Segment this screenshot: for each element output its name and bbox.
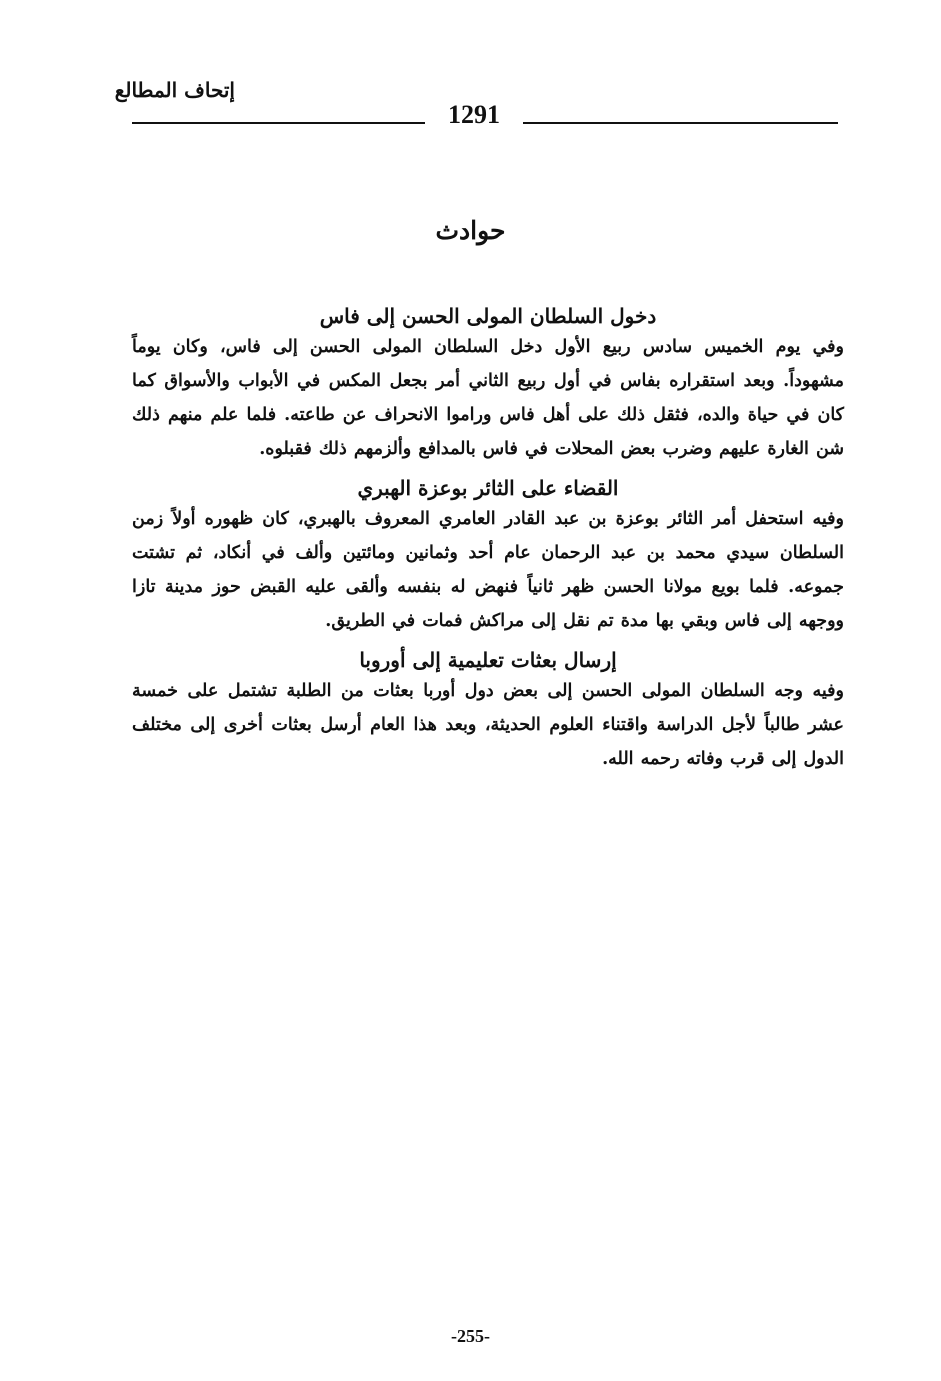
article-heading: دخول السلطان المولى الحسن إلى فاس [319,304,657,328]
article-body: وفيه وجه السلطان المولى الحسن إلى بعض دول أوربا بعثات من الطلبة تشتمل على خمسة عشر طالباً لأجل الدراسة واقتناء العلوم الحديثة، وبعد هذا العام أرسل بعثات أخرى إلى مختلف الدول إلى قرب وفاته رحمه الله. [132,681,844,769]
article-heading: القضاء على الثائر بوعزة الهبري [357,476,619,500]
article-body: وفيه استحفل أمر الثائر بوعزة بن عبد القادر العامري المعروف بالهبري، كان ظهوره أولاً زمن السلطان سيدي محمد بن عبد الرحمان عام أحد وثمانين ومائتين وألف في أنكاد، ثم تشتت جموعه. فلما بويع مولانا الحسن ظهر ثانياً فنهض له بنفسه وألقى عليه القبض حوز مدينة تازا ووجهه إلى فاس وبقي بها مدة تم نقل إلى مراكش فمات في الطريق. [132,509,844,631]
article-body: وفي يوم الخميس سادس ربيع الأول دخل السلطان المولى الحسن إلى فاس، وكان يوماً مشهوداً. وبعد استقراره بفاس في أول ربيع الثاني أمر بجعل المكس في الأبواب والأسواق كما كان في حياة والده، فثقل ذلك على أهل فاس وراموا الانحراف عن طاعته. فلما علم منهم ذلك شن الغارة عليهم وضرب بعض المحلات في فاس بالمدافع وألزمهم ذلك فقبلوه. [132,337,844,459]
header-rule-right [523,122,838,124]
year-heading: 1291 [448,100,500,129]
article-2 [132,474,844,638]
article-1 [132,302,844,466]
article-3 [132,646,844,776]
article-heading: إرسال بعثات تعليمية إلى أوروبا [359,648,617,672]
running-title: إتحاف المطالع [114,78,235,102]
header-rule-left [132,122,425,124]
page-number: -255- [451,1326,490,1346]
section-title: حوادث [435,216,506,245]
